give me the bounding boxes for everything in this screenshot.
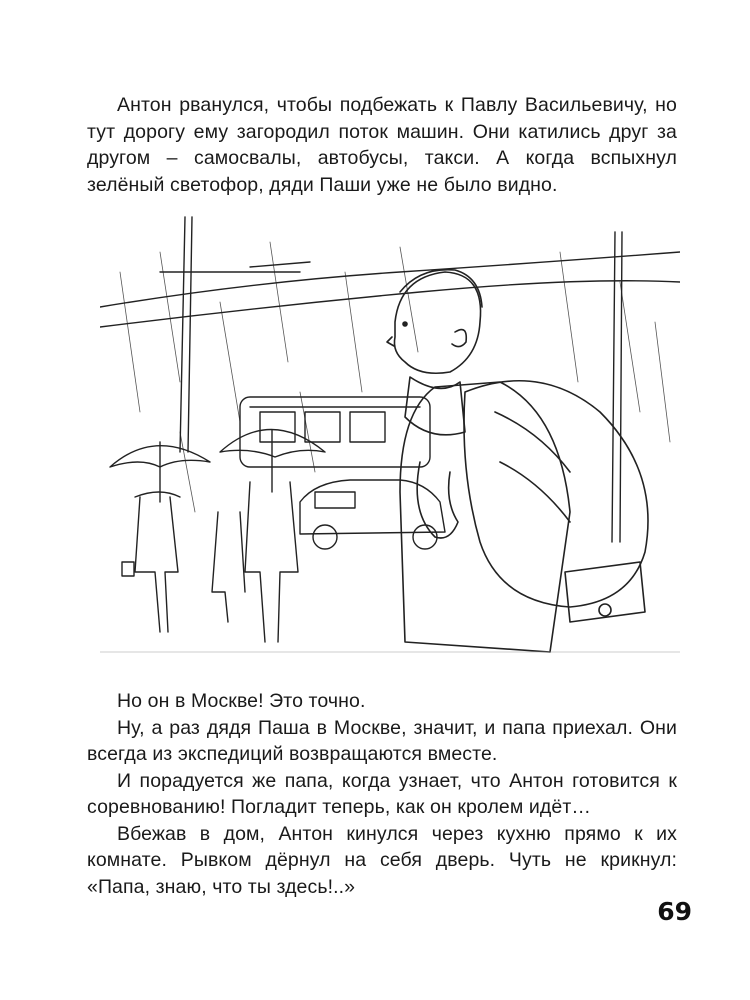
pedestrian-umbrella-1 [110, 442, 210, 632]
utility-poles [100, 217, 680, 542]
paragraph: Ну, а раз дядя Паша в Москве, значит, и папа приехал. Они всегда из экспедиций возвращаются вместе. [87, 716, 677, 765]
pedestrian-umbrella-2 [212, 430, 325, 643]
street-rain-illustration [100, 212, 680, 672]
text-block-bottom [87, 688, 677, 900]
boy-with-backpack [387, 270, 648, 652]
text-block-top [87, 92, 677, 198]
paragraph: Вбежав в дом, Антон кинулся через кухню прямо к их комнате. Рывком дёрнул на себя дверь. Чуть не крикнул: «Папа, знаю, что ты здесь!..» [87, 822, 677, 898]
paragraph: Антон рванулся, чтобы подбежать к Павлу Васильевичу, но тут дорогу ему загородил поток машин. Они катились друг за другом – самосвалы, автобусы, такси. А когда вспыхнул зелёный светофор, дяди Паши уже не было видно. [87, 94, 677, 196]
car [300, 480, 445, 549]
page-number: 69 [657, 897, 692, 926]
rain-lines [120, 242, 670, 512]
paragraph: Но он в Москве! Это точно. [117, 690, 366, 712]
paragraph: И порадуется же папа, когда узнает, что Антон готовится к соревнованию! Погладит теперь, как он кролем идёт… [87, 769, 677, 818]
